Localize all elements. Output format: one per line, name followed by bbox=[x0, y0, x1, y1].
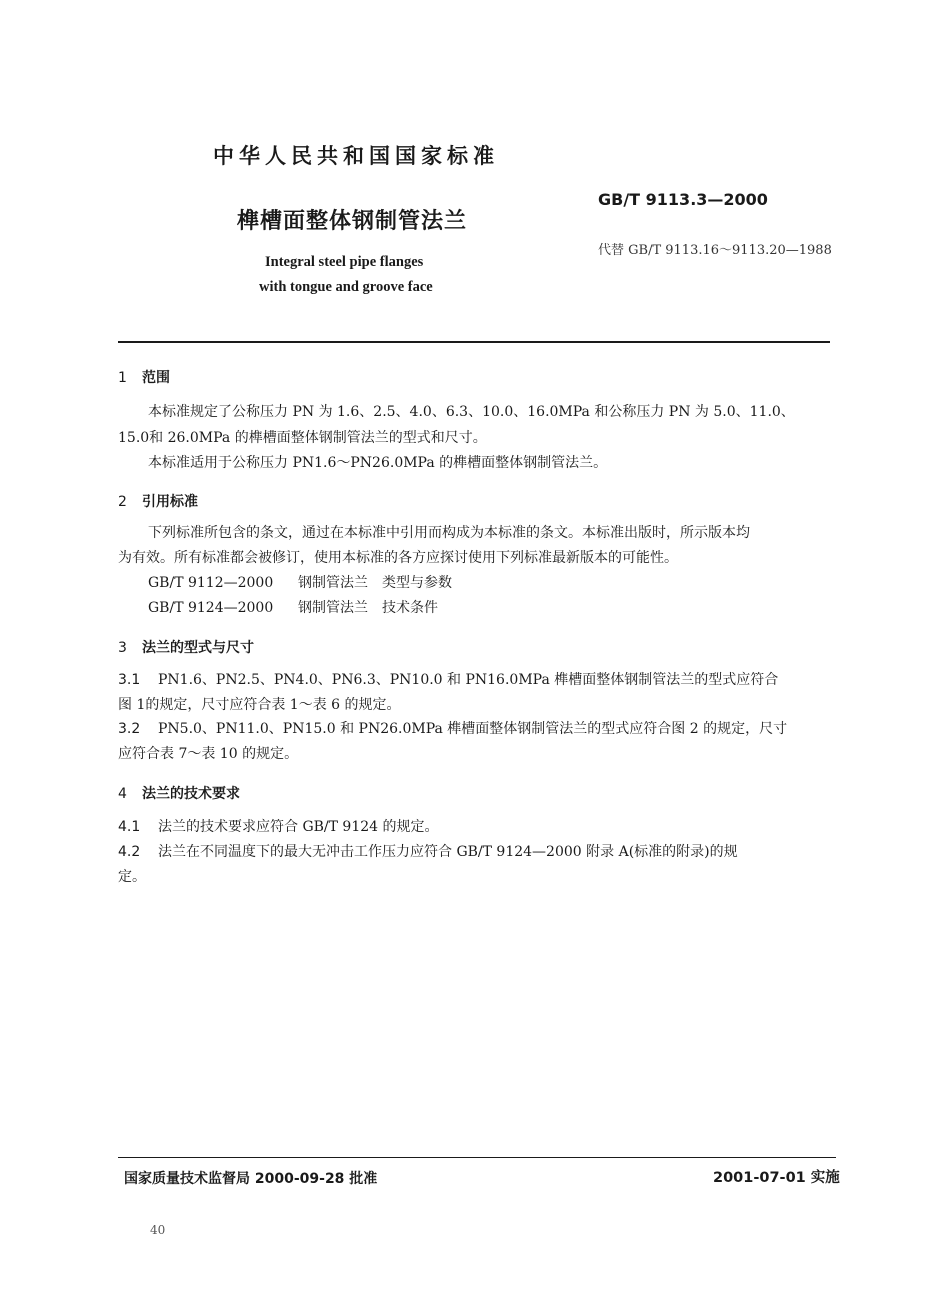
clause-text: PN5.0、PN11.0、PN15.0 和 PN26.0MPa 榫槽面整体钢制管法兰的型式应符合图 2 的规定，尺寸 bbox=[158, 721, 788, 737]
clause-text: PN1.6、PN2.5、PN4.0、PN6.3、PN10.0 和 PN16.0MPa 榫槽面整体钢制管法兰的型式应符合 bbox=[158, 672, 779, 688]
replaces-note: 代替 GB/T 9113.16～9113.20—1988 bbox=[598, 243, 832, 258]
standard-code: GB/T 9113.3—2000 bbox=[598, 190, 768, 209]
clause-3-1-line-1 bbox=[118, 673, 778, 687]
clause-4-1 bbox=[118, 820, 439, 834]
section-2-para-line-1: 下列标准所包含的条文，通过在本标准中引用而构成为本标准的条文。本标准出版时，所示版本均 bbox=[148, 525, 750, 541]
title-english-line1: Integral steel pipe flanges bbox=[265, 254, 424, 270]
reference-name: 钢制管法兰 技术条件 bbox=[298, 600, 438, 616]
clause-3-2-line-2: 应符合表 7～表 10 的规定。 bbox=[118, 746, 299, 762]
section-number: 4 bbox=[118, 786, 127, 802]
section-2-heading bbox=[118, 491, 198, 511]
approval-date: 国家质量技术监督局 2000-09-28 批准 bbox=[124, 1171, 378, 1187]
section-title: 法兰的型式与尺寸 bbox=[142, 640, 254, 656]
section-number: 3 bbox=[118, 640, 127, 656]
section-number: 1 bbox=[118, 370, 127, 386]
reference-code: GB/T 9124—2000 bbox=[148, 600, 274, 616]
section-1-para-1-line-2: 15.0和 26.0MPa 的榫槽面整体钢制管法兰的型式和尺寸。 bbox=[118, 430, 487, 446]
clause-text: 法兰在不同温度下的最大无冲击工作压力应符合 GB/T 9124—2000 附录 A(标准的附录)的规 bbox=[158, 844, 738, 860]
clause-number: 4.1 bbox=[118, 819, 141, 835]
clause-text: 法兰的技术要求应符合 GB/T 9124 的规定。 bbox=[158, 819, 439, 835]
section-2-para-line-2: 为有效。所有标准都会被修订，使用本标准的各方应探讨使用下列标准最新版本的可能性。 bbox=[118, 550, 678, 566]
section-1-heading bbox=[118, 367, 170, 387]
section-number: 2 bbox=[118, 494, 127, 510]
reference-name: 钢制管法兰 类型与参数 bbox=[298, 575, 452, 591]
reference-item bbox=[148, 601, 438, 615]
title-english-line2: with tongue and groove face bbox=[259, 279, 433, 295]
effective-date: 2001-07-01 实施 bbox=[713, 1170, 840, 1186]
page-number: 40 bbox=[150, 1223, 166, 1237]
section-4-heading bbox=[118, 783, 240, 803]
section-1-para-2: 本标准适用于公称压力 PN1.6～PN26.0MPa 的榫槽面整体钢制管法兰。 bbox=[148, 455, 608, 471]
clause-number: 4.2 bbox=[118, 844, 141, 860]
clause-4-2-line-2: 定。 bbox=[118, 869, 146, 885]
footer-rule bbox=[118, 1157, 836, 1158]
clause-3-2-line-1 bbox=[118, 722, 787, 736]
clause-3-1-line-2: 图 1的规定，尺寸应符合表 1～表 6 的规定。 bbox=[118, 697, 401, 713]
header-rule bbox=[118, 341, 830, 343]
section-1-para-1-line-1: 本标准规定了公称压力 PN 为 1.6、2.5、4.0、6.3、10.0、16.0MPa 和公称压力 PN 为 5.0、11.0、 bbox=[148, 404, 795, 420]
section-title: 范围 bbox=[142, 370, 170, 386]
reference-code: GB/T 9112—2000 bbox=[148, 575, 274, 591]
standard-name: 中华人民共和国国家标准 bbox=[213, 144, 499, 168]
clause-number: 3.1 bbox=[118, 672, 141, 688]
section-title: 法兰的技术要求 bbox=[142, 786, 240, 802]
clause-4-2-line-1 bbox=[118, 845, 738, 859]
clause-number: 3.2 bbox=[118, 721, 141, 737]
section-3-heading bbox=[118, 637, 254, 657]
reference-item bbox=[148, 576, 452, 590]
section-title: 引用标准 bbox=[142, 494, 198, 510]
title-chinese: 榫槽面整体钢制管法兰 bbox=[237, 209, 468, 234]
